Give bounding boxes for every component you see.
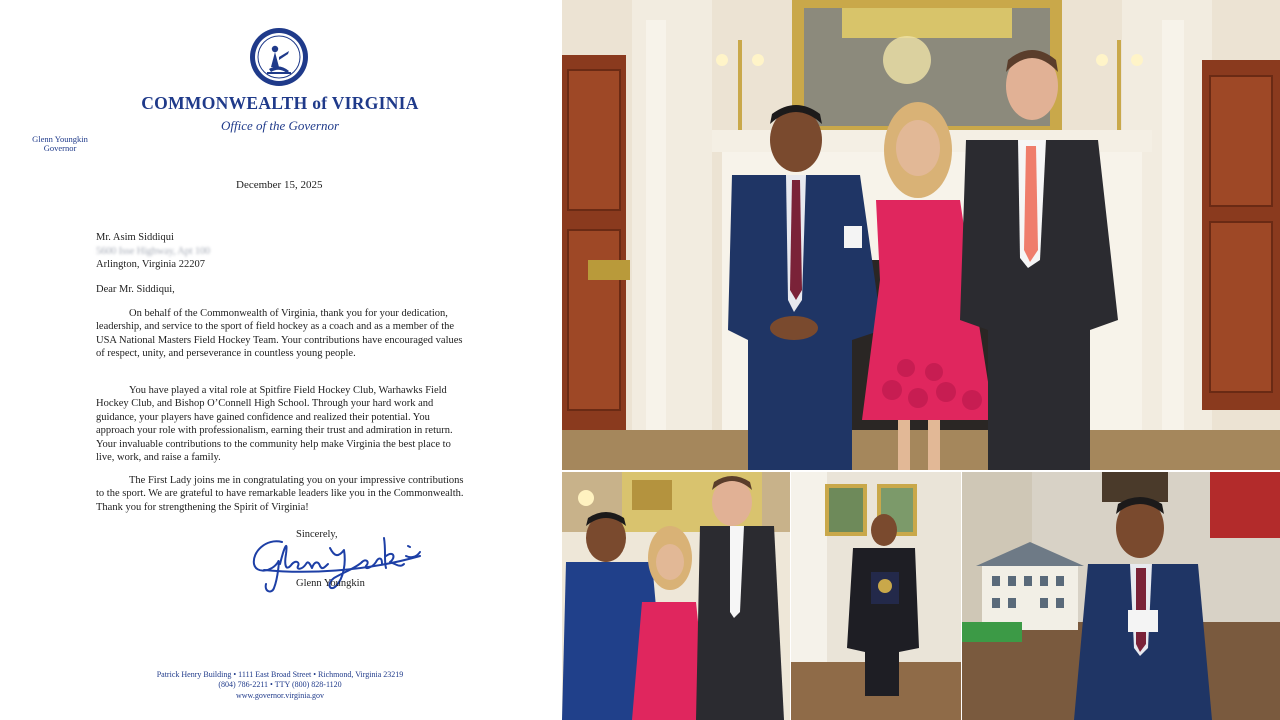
footer-phone: (804) 786-2211 • TTY (800) 828-1120: [218, 680, 342, 690]
recipient-city: Arlington, Virginia 22207: [96, 259, 205, 271]
photo-conversation: [562, 472, 790, 720]
letter-date: December 15, 2025: [236, 179, 323, 191]
letterhead-sidebar: [20, 135, 100, 153]
handwritten-signature: [244, 528, 434, 608]
footer-address: Patrick Henry Building • 1111 East Broad Street • Richmond, Virginia 23219: [156, 670, 404, 679]
signer-name: Glenn Youngkin: [296, 578, 365, 589]
letter-footer: [112, 670, 448, 701]
footer-website: www.governor.virginia.gov: [236, 690, 324, 700]
recipient-address: [96, 231, 210, 272]
letterhead-office: Office of the Governor: [220, 118, 340, 133]
letterhead-title: COMMONWEALTH of VIRGINIA: [141, 93, 419, 113]
sidebar-governor-title: Governor: [43, 142, 77, 153]
virginia-seal-icon: [249, 27, 309, 87]
letter-closing: Sincerely,: [296, 529, 338, 540]
letter-paragraph-2: You have played a vital role at Spitfire Field Hockey Club, Warhawks Field Hockey Club, and Bishop O’Connell High School. Through your hard work and guidance, your players have gained confidence and realized their potential. You approach your role with professionalism, earning their trust and admiration in return. Your invaluable contributions to the community help make Virginia the best place to live, work, and raise a family.: [96, 385, 453, 464]
recipient-name: Mr. Asim Siddiqui: [96, 232, 174, 243]
letter-paragraph-3: The First Lady joins me in congratulating you on your impressive contributions to the sport. We are grateful to have remarkable leaders like you in the Commonwealth. Thank you for strengthening the Spirit of Virginia!: [96, 475, 464, 513]
photo-mansion-model: [962, 472, 1280, 720]
salutation: Dear Mr. Siddiqui,: [96, 284, 175, 295]
sidebar-governor-name: Glenn Youngkin: [32, 134, 88, 144]
governor-letter: [0, 0, 562, 720]
photo-governor-mansion-group: [562, 0, 1280, 470]
photo-award-plaque: [791, 472, 961, 720]
recipient-street-redacted: 5600 Isse Highway, Apt 100: [96, 245, 210, 257]
letter-paragraph-1: On behalf of the Commonwealth of Virginia, thank you for your dedication, leadership, and service to the sport of field hockey as a coach and as a member of the USA National Masters Field Hockey Team. Your contributions have encouraged values of respect, unity, and perseverance in countless young people.: [96, 308, 463, 360]
